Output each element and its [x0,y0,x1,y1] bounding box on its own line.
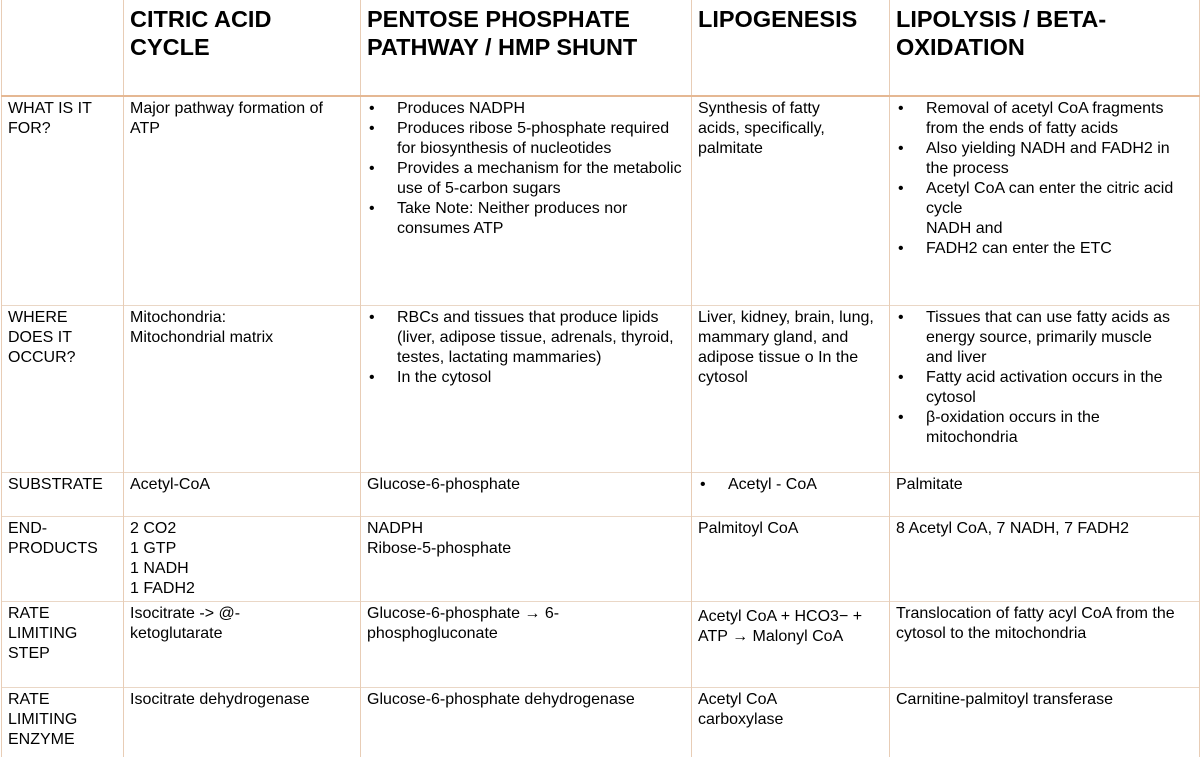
pentose-rate-enzyme-cell: Glucose-6-phosphate dehydrogenase [361,687,692,757]
table-row-location [2,305,1200,472]
table-row-substrate [2,472,1200,516]
lipolysis-location-list [896,308,1193,448]
list-item: • Acetyl CoA can enter the citric acid cycle [896,179,1179,219]
pentose-rate-step-cell: Glucose-6-phosphate → 6-phosphogluconate [361,601,692,687]
list-item: • Produces ribose 5-phosphate required for biosynthesis of nucleotides [367,119,685,159]
list-item: • Also yielding NADH and FADH2 in the process [896,139,1179,179]
lipolysis-rate-enzyme-cell: Carnitine-palmitoyl transferase [890,687,1200,757]
lipolysis-location-cell [890,305,1200,472]
pentose-purpose-cell [361,96,692,305]
text-line: Mitochondrial matrix [130,328,274,346]
list-item: • Fatty acid activation occurs in the cytosol [896,368,1179,408]
lipogenesis-end-products-cell: Palmitoyl CoA [692,516,890,601]
table-row-rate-limiting-enzyme [2,687,1200,757]
citric-rate-enzyme-cell: Isocitrate dehydrogenase [124,687,361,757]
header-citric-acid-cycle: CITRIC ACID CYCLE [124,0,361,96]
text-line: 2 CO2 [130,519,177,537]
text-line: NADPH [367,519,424,537]
header-pentose-phosphate: PENTOSE PHOSPHATE PATHWAY / HMP SHUNT [361,0,692,96]
pentose-end-products-cell [361,516,692,601]
row-label-end-products: END-PRODUCTS [2,516,124,601]
header-lipolysis: LIPOLYSIS / BETA-OXIDATION [890,0,1200,96]
list-item: • Provides a mechanism for the metabolic use of 5-carbon sugars [367,159,685,199]
list-item: • In the cytosol [367,368,685,388]
lipogenesis-rate-step-cell: Acetyl CoA + HCO3− + ATP → Malonyl CoA [692,601,890,687]
citric-purpose-cell: Major pathway formation of ATP [124,96,361,305]
text-line: 1 GTP [130,539,177,557]
lipolysis-rate-step-cell: Translocation of fatty acyl CoA from the cytosol to the mitochondria [890,601,1200,687]
header-lipogenesis: LIPOGENESIS [692,0,890,96]
row-label-purpose: WHAT IS IT FOR? [2,96,124,305]
lipolysis-purpose-cell [890,96,1200,305]
lipolysis-note: NADH and [926,220,1003,237]
pentose-purpose-list [367,99,685,239]
text-line: 1 NADH [130,559,189,577]
pentose-substrate-cell: Glucose-6-phosphate [361,472,692,516]
lipogenesis-substrate-list [698,475,883,495]
citric-location-cell [124,305,361,472]
row-label-rate-limiting-step: RATE LIMITING STEP [2,601,124,687]
citric-end-products-cell [124,516,361,601]
lipogenesis-substrate-cell [692,472,890,516]
table-row-rate-limiting-step [2,601,1200,687]
pentose-location-list [367,308,685,388]
citric-substrate-cell: Acetyl-CoA [124,472,361,516]
lipolysis-substrate-cell: Palmitate [890,472,1200,516]
list-item: • Produces NADPH [367,99,685,119]
list-item: • FADH2 can enter the ETC [896,239,1193,259]
row-label-substrate: SUBSTRATE [2,472,124,516]
text-line: 1 FADH2 [130,579,195,597]
list-item: • Removal of acetyl CoA fragments from the ends of fatty acids [896,99,1179,139]
lipolysis-purpose-list [896,99,1193,219]
text-line: Ribose-5-phosphate [367,539,512,557]
lipogenesis-location-cell: Liver, kidney, brain, lung, mammary gland, and adipose tissue o In the cytosol [692,305,890,472]
lipolysis-purpose-list-end [896,239,1193,259]
lipolysis-end-products-cell: 8 Acetyl CoA, 7 NADH, 7 FADH2 [890,516,1200,601]
lipogenesis-rate-enzyme-cell: Acetyl CoA carboxylase [692,687,890,757]
pentose-location-cell [361,305,692,472]
list-item: • RBCs and tissues that produce lipids (liver, adipose tissue, adrenals, thyroid, testes, lactating mammaries) [367,308,685,368]
row-label-rate-limiting-enzyme: RATE LIMITING ENZYME [2,687,124,757]
lipogenesis-purpose-cell: Synthesis of fatty acids, specifically, palmitate [692,96,890,305]
text-line: Mitochondria: [130,308,227,326]
citric-rate-step-cell: Isocitrate -> @-ketoglutarate [124,601,361,687]
list-item: • Acetyl - CoA [698,475,883,495]
list-item: • β-oxidation occurs in the mitochondria [896,408,1179,448]
table-row-purpose [2,96,1200,305]
table-row-end-products [2,516,1200,601]
header-blank-cell [2,0,124,96]
row-label-location: WHERE DOES IT OCCUR? [2,305,124,472]
list-item: • Tissues that can use fatty acids as energy source, primarily muscle and liver [896,308,1179,368]
header-row [2,0,1200,96]
list-item: • Take Note: Neither produces nor consumes ATP [367,199,685,239]
metabolic-pathways-table [1,0,1200,757]
